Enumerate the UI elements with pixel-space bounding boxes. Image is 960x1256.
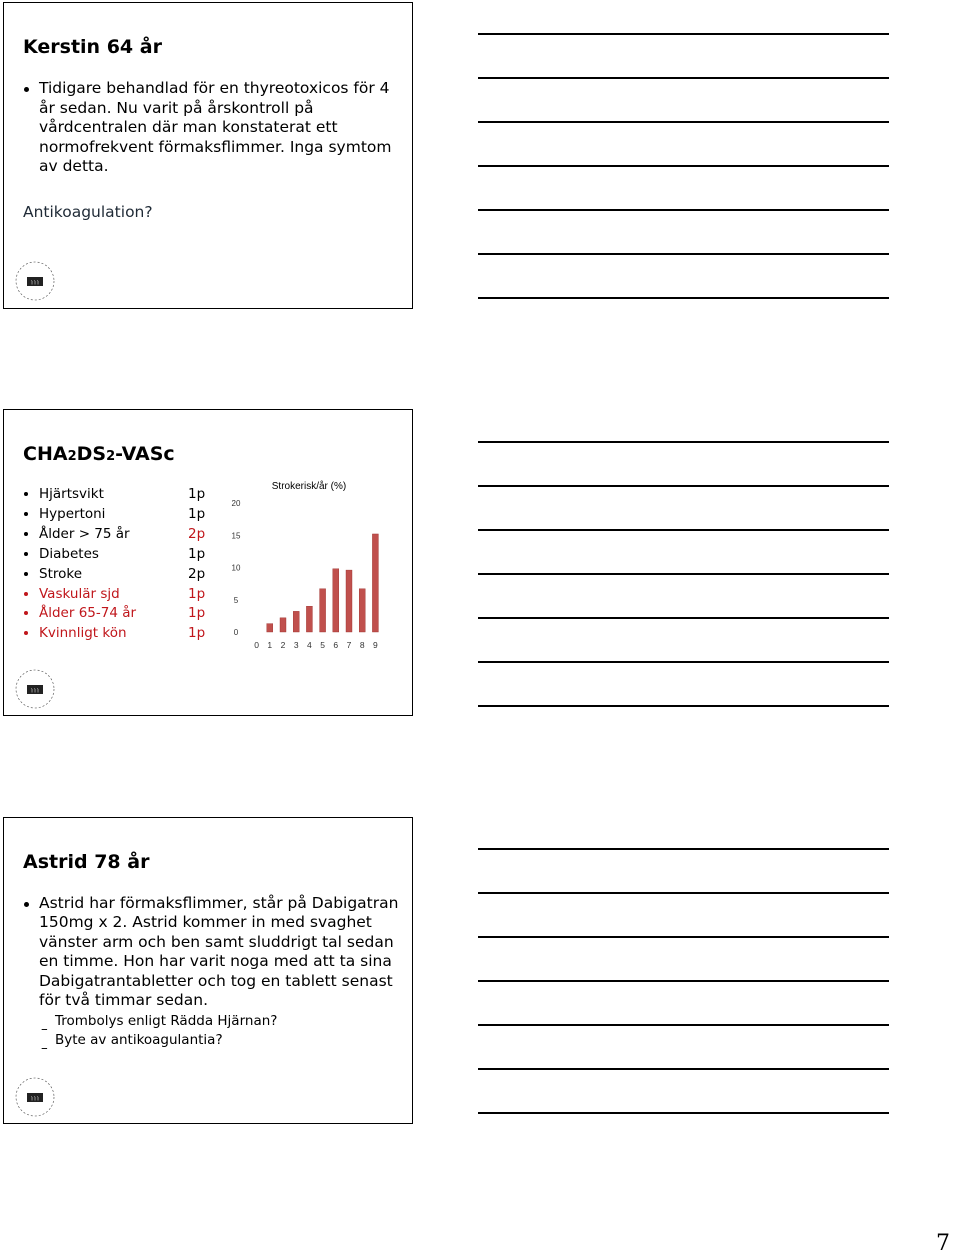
criterion-item: Stroke 2p	[23, 565, 213, 585]
note-line	[478, 485, 889, 487]
x-tick-label: 6	[333, 640, 339, 650]
bar	[346, 570, 352, 632]
y-tick-label: 20	[231, 499, 241, 508]
note-line	[478, 165, 889, 167]
bullet-item: Astrid har förmaksflimmer, står på Dabigatran 150mg x 2. Astrid kommer in med svaghet vänster arm och ben samt sluddrigt tal sedan en timme. Hon har varit noga med att ta sina Dabigatrantabletter och tog en tablett senast för två timmar sedan. – Trombolys enligt Rädda Hjärnan? – Byte av antikoagulantia?	[23, 894, 403, 1050]
slide-title: CHA2DS2-VASc	[23, 443, 175, 465]
criteria-list	[23, 485, 213, 644]
bullet-item: Tidigare behandlad för en thyreotoxicos för 4 år sedan. Nu varit på årskontroll på vårdcentralen där man konstaterat ett normofrekvent förmaksflimmer. Inga symtom av detta.	[23, 79, 398, 177]
bar	[280, 618, 286, 632]
bar	[372, 534, 378, 632]
question-text: Antikoagulation?	[23, 203, 153, 221]
note-line	[478, 1068, 889, 1070]
umea-university-seal-icon	[14, 260, 56, 302]
y-tick-label: 10	[231, 563, 241, 573]
y-tick-label: 15	[231, 531, 241, 541]
note-line	[478, 441, 889, 443]
criterion-item: Ålder > 75 år 2p	[23, 525, 213, 545]
page-number: 7	[936, 1231, 950, 1256]
slide-title: Astrid 78 år	[23, 851, 150, 873]
bullet-list	[23, 79, 398, 177]
umea-university-seal-icon	[14, 668, 56, 710]
note-line	[478, 1024, 889, 1026]
note-line	[478, 33, 889, 35]
criterion-item: Ålder 65-74 år 1p	[23, 604, 213, 624]
bar	[320, 589, 326, 632]
note-line	[478, 77, 889, 79]
bar	[267, 624, 273, 632]
criterion-item: Diabetes 1p	[23, 545, 213, 565]
note-line	[478, 705, 889, 707]
chart-title: Strokerisk/år (%)	[271, 481, 347, 492]
sub-bullet-item: – Byte av antikoagulantia?	[39, 1031, 403, 1050]
note-line	[478, 529, 889, 531]
note-line	[478, 1112, 889, 1114]
slide-title: Kerstin 64 år	[23, 36, 162, 58]
svg-text:ᚢᚢᚢ: ᚢᚢᚢ	[30, 280, 40, 286]
svg-text:ᚢᚢᚢ: ᚢᚢᚢ	[30, 1096, 40, 1102]
x-tick-label: 3	[293, 640, 299, 650]
x-tick-label: 4	[307, 640, 312, 650]
note-line	[478, 936, 889, 938]
note-line	[478, 573, 889, 575]
x-tick-label: 7	[346, 640, 352, 650]
note-line	[478, 980, 889, 982]
x-tick-label: 9	[373, 640, 378, 650]
note-line	[478, 121, 889, 123]
x-tick-label: 0	[254, 640, 259, 650]
sub-bullet-list	[39, 1012, 403, 1050]
stroke-risk-chart	[222, 476, 392, 656]
bar	[306, 606, 312, 632]
note-line	[478, 848, 889, 850]
slide-kerstin	[3, 2, 413, 309]
y-tick-label: 5	[233, 595, 239, 605]
bar	[359, 589, 365, 632]
criterion-item: Hypertoni 1p	[23, 505, 213, 525]
criterion-item: Kvinnligt kön 1p	[23, 624, 213, 644]
criterion-item: Hjärtsvikt 1p	[23, 485, 213, 505]
note-line	[478, 209, 889, 211]
note-line	[478, 892, 889, 894]
x-tick-label: 2	[280, 640, 286, 650]
umea-university-seal-icon	[14, 1076, 56, 1118]
y-tick-label: 0	[233, 628, 239, 637]
note-line	[478, 297, 889, 299]
criterion-item: Vaskulär sjd 1p	[23, 585, 213, 605]
bar	[293, 611, 299, 632]
note-line	[478, 617, 889, 619]
note-line	[478, 253, 889, 255]
bullet-list	[23, 894, 403, 1050]
note-line	[478, 661, 889, 663]
x-tick-label: 8	[359, 640, 365, 650]
x-tick-label: 1	[267, 640, 273, 650]
sub-bullet-item: – Trombolys enligt Rädda Hjärnan?	[39, 1012, 403, 1031]
bar	[333, 569, 339, 632]
slide-astrid	[3, 817, 413, 1124]
svg-text:ᚢᚢᚢ: ᚢᚢᚢ	[30, 688, 40, 694]
slide-cha2ds2-vasc	[3, 409, 413, 716]
x-tick-label: 5	[320, 640, 325, 650]
